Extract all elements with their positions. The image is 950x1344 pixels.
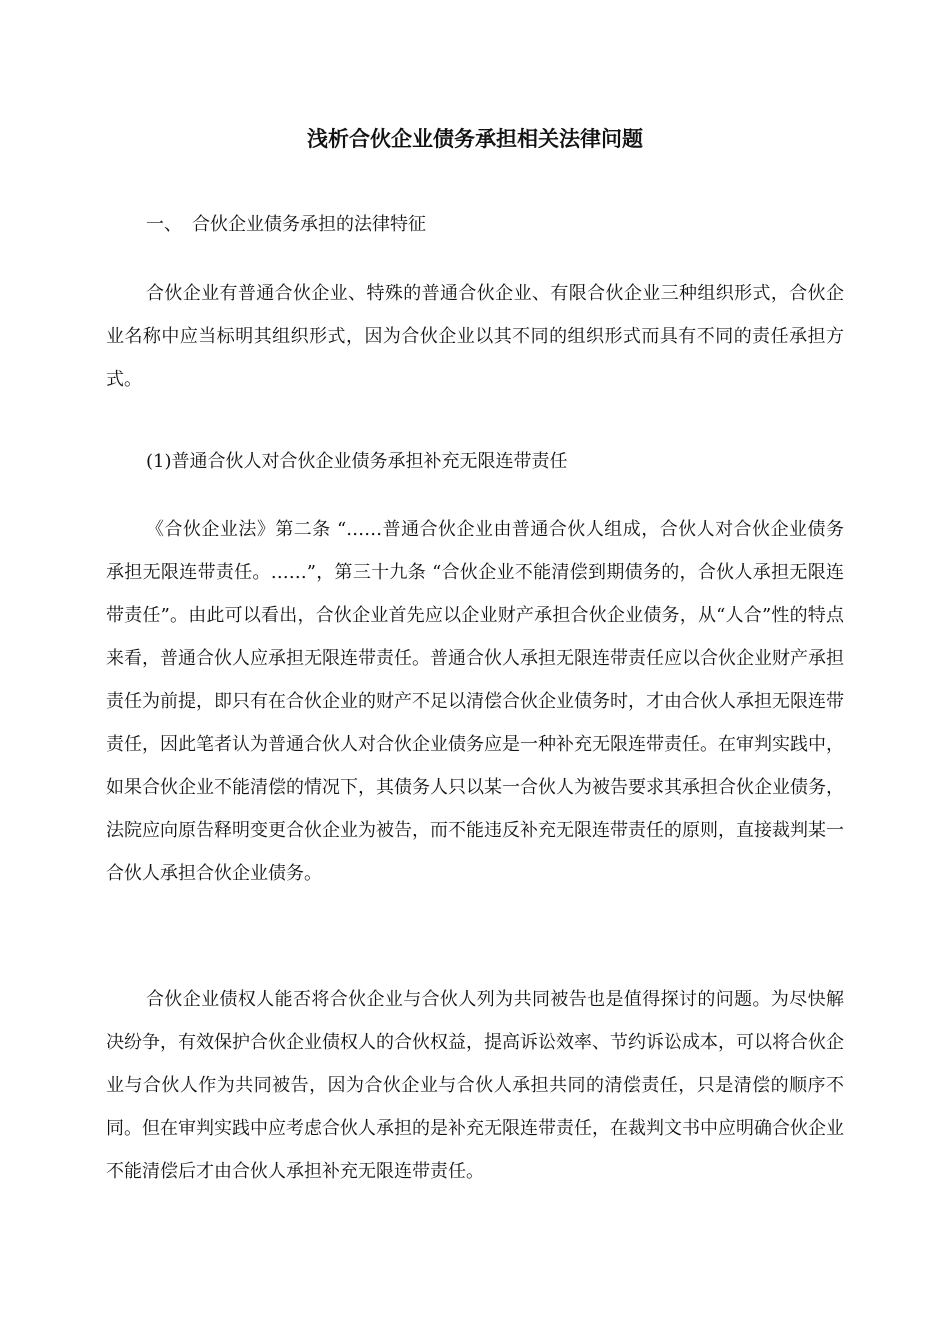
document-title: 浅析合伙企业债务承担相关法律问题 xyxy=(307,126,643,151)
paragraph-co-defendants: 合伙企业债权人能否将合伙企业与合伙人列为共同被告也是值得探讨的问题。为尽快解决纷争，有效保护合伙企业债权人的合伙权益，提高诉讼效率、节约诉讼成本，可以将合伙企业与合伙人作为共同被告，因为合伙企业与合伙人承担共同的清偿责任，只是清偿的顺序不同。但在审判实践中应考虑合伙人承担的是补充无限连带责任，在裁判文书中应明确合伙企业不能清偿后才由合伙人承担补充无限连带责任。 xyxy=(106,989,844,1182)
subheading-general-partner: (1)普通合伙人对合伙企业债务承担补充无限连带责任 xyxy=(146,451,568,472)
section-heading xyxy=(146,210,426,240)
paragraph-partnership-law: 《合伙企业法》第二条 “……普通合伙企业由普通合伙人组成，合伙人对合伙企业债务承担无限连带责任。……”，第三十九条 “合伙企业不能清偿到期债务的，合伙人承担无限连带责任”。由此可以看出，合伙企业首先应以企业财产承担合伙企业债务，从“人合”性的特点来看，普通合伙人应承担无限连带责任。普通合伙人承担无限连带责任应以合伙企业财产承担责任为前提，即只有在合伙企业的财产不足以清偿合伙企业债务时，才由合伙人承担无限连带责任，因此笔者认为普通合伙人对合伙企业债务应是一种补充无限连带责任。在审判实践中，如果合伙企业不能清偿的情况下，其债务人只以某一合伙人为被告要求其承担合伙企业债务，法院应向原告释明变更合伙企业为被告，而不能违反补充无限连带责任的原则，直接裁判某一合伙人承担合伙企业债务。 xyxy=(106,519,844,884)
section-heading-text: 合伙企业债务承担的法律特征 xyxy=(192,214,426,235)
paragraph-organization-forms: 合伙企业有普通合伙企业、特殊的普通合伙企业、有限合伙企业三种组织形式，合伙企业名称中应当标明其组织形式，因为合伙企业以其不同的组织形式而具有不同的责任承担方式。 xyxy=(106,283,844,390)
section-number: 一、 xyxy=(146,214,182,235)
